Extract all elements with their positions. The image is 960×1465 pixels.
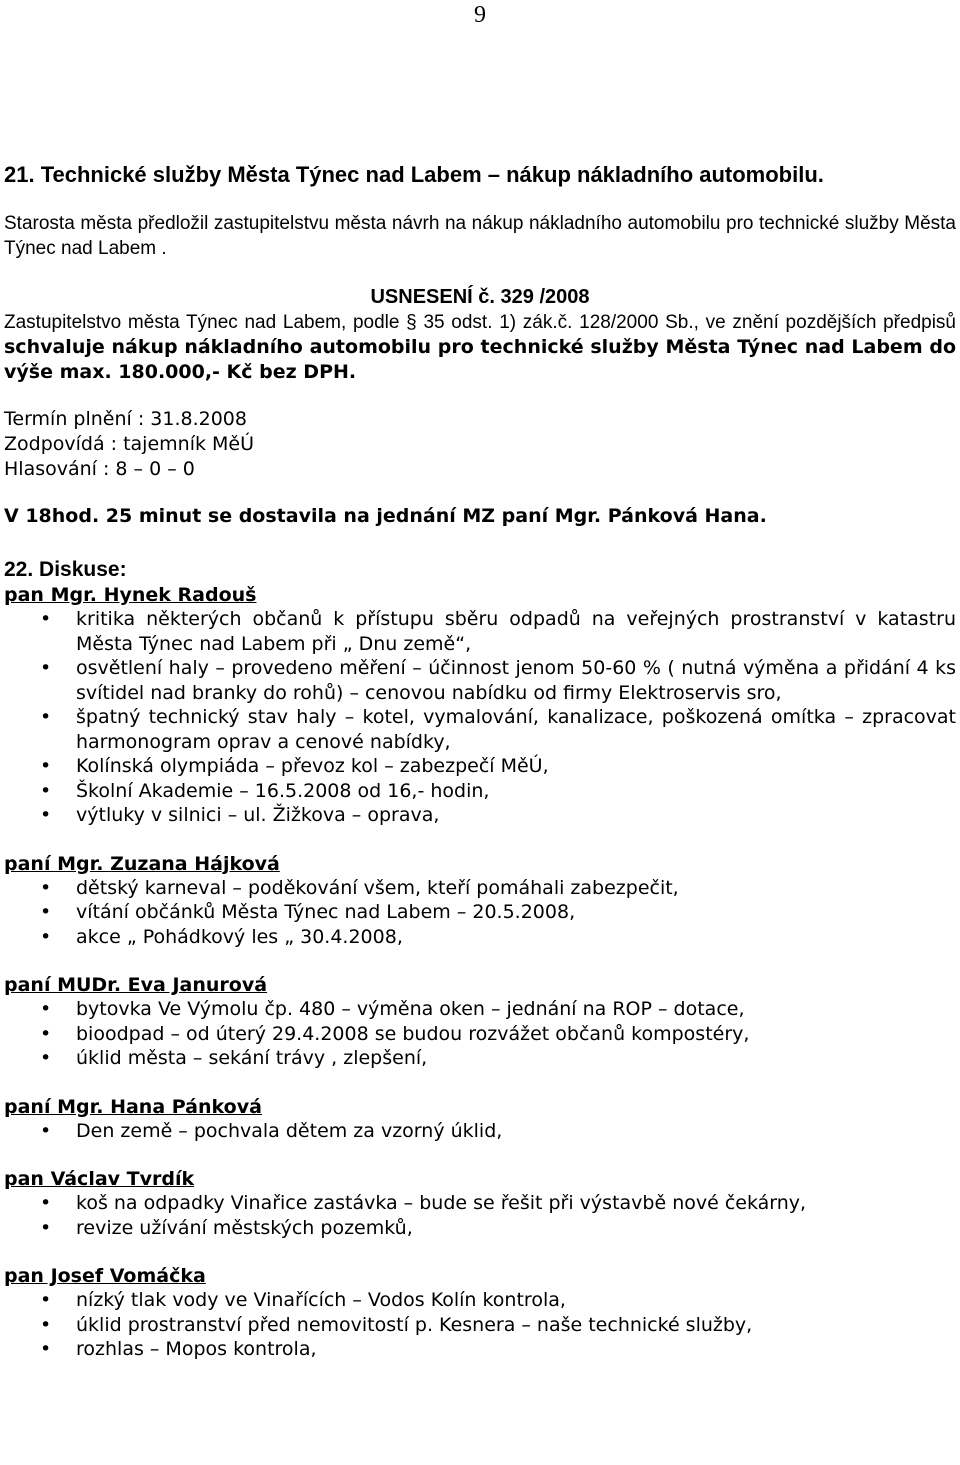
bullet-icon: •: [40, 1313, 52, 1336]
bullet-icon: •: [40, 1289, 52, 1311]
bullet-icon: •: [40, 1022, 52, 1045]
list-item: [4, 607, 956, 656]
bullet-icon: •: [40, 608, 52, 630]
document-body: [4, 162, 956, 1362]
discussion-heading: 22. Diskuse:: [4, 558, 127, 581]
list-item-text: Školní Akademie – 16.5.2008 od 16,- hodin,: [76, 779, 490, 802]
bullet-icon: •: [40, 1047, 52, 1069]
speaker-name: pan Václav Tvrdík: [4, 1168, 195, 1190]
speaker-block: [4, 1264, 956, 1362]
list-item: [4, 803, 956, 828]
list-item: [4, 754, 956, 779]
speaker-block: [4, 973, 956, 1071]
discussion-points: [4, 1119, 956, 1144]
list-item-text: výtluky v silnici – ul. Žižkova – oprava,: [76, 804, 440, 826]
discussion-points: [4, 1191, 956, 1240]
list-item-text: akce „ Pohádkový les „ 30.4.2008,: [76, 925, 403, 948]
bullet-icon: •: [40, 1192, 52, 1214]
speaker-block: [4, 1095, 956, 1144]
bullet-icon: •: [40, 901, 52, 923]
list-item: [4, 705, 956, 754]
list-item-text: bytovka Ve Výmolu čp. 480 – výměna oken – jednání na ROP – dotace,: [76, 998, 745, 1020]
bullet-icon: •: [40, 1119, 52, 1142]
list-item: [4, 900, 956, 925]
speaker-name: paní MUDr. Eva Janurová: [4, 974, 268, 996]
section-21: [4, 162, 956, 529]
list-item: [4, 1191, 956, 1216]
list-item: [4, 1119, 956, 1144]
resolution-text-plain: Zastupitelstvo města Týnec nad Labem, podle § 35 odst. 1) zák.č. 128/2000 Sb., ve znění pozdějších předpisů: [4, 312, 956, 333]
list-item: [4, 997, 956, 1022]
list-item-text: špatný technický stav haly – kotel, vymalování, kanalizace, poškozená omítka – zpracovat harmonogram oprav a cenové nabídky,: [76, 706, 956, 753]
speaker-name: pan Mgr. Hynek Radouš: [4, 584, 257, 606]
list-item: [4, 876, 956, 901]
list-item-text: Den země – pochvala dětem za vzorný úklid,: [76, 1119, 503, 1142]
list-item-text: Kolínská olympiáda – převoz kol – zabezpečí MěÚ,: [76, 755, 549, 777]
list-item-text: osvětlení haly – provedeno měření – účinnost jenom 50-60 % ( nutná výměna a přidání 4 ks svítidel nad branky do rohů) – cenovou nabídku od firmy Elektroservis sro,: [76, 657, 956, 704]
list-item: [4, 1046, 956, 1071]
bullet-icon: •: [40, 657, 52, 679]
list-item-text: kritika některých občanů k přístupu sběru odpadů na veřejných prostranství v katastru Města Týnec nad Labem při „ Dnu země“,: [76, 608, 956, 655]
bullet-icon: •: [40, 804, 52, 826]
bullet-icon: •: [40, 925, 52, 948]
list-item: [4, 1313, 956, 1338]
bullet-icon: •: [40, 706, 52, 728]
discussion-points: [4, 997, 956, 1071]
arrival-note: V 18hod. 25 minut se dostavila na jednání MZ paní Mgr. Pánková Hana.: [4, 505, 767, 527]
speaker-list: [4, 583, 956, 1362]
resolution-text-bold: schvaluje nákup nákladního automobilu pro technické služby Města Týnec nad Labem do výše max. 180.000,- Kč bez DPH.: [4, 336, 956, 383]
list-item-text: koš na odpadky Vinařice zastávka – bude se řešit při výstavbě nové čekárny,: [76, 1192, 807, 1214]
list-item-text: úklid prostranství před nemovitostí p. Kesnera – naše technické služby,: [76, 1313, 753, 1336]
discussion-points: [4, 607, 956, 828]
discussion-points: [4, 1288, 956, 1362]
speaker-name: pan Josef Vomáčka: [4, 1265, 206, 1287]
list-item: [4, 925, 956, 950]
list-item: [4, 1022, 956, 1047]
speaker-block: [4, 583, 956, 828]
list-item-text: bioodpad – od úterý 29.4.2008 se budou rozvážet občanů kompostéry,: [76, 1022, 750, 1045]
speaker-block: [4, 1167, 956, 1240]
bullet-icon: •: [40, 998, 52, 1020]
bullet-icon: •: [40, 779, 52, 802]
discussion-points: [4, 876, 956, 950]
list-item: [4, 656, 956, 705]
section-22: [4, 557, 956, 1362]
bullet-icon: •: [40, 1338, 52, 1360]
section-heading: 21. Technické služby Města Týnec nad Labem – nákup nákladního automobilu.: [4, 162, 824, 187]
list-item-text: rozhlas – Mopos kontrola,: [76, 1338, 317, 1360]
bullet-icon: •: [40, 876, 52, 899]
list-item: [4, 779, 956, 804]
list-item-text: revize užívání městských pozemků,: [76, 1216, 413, 1239]
resolution-title: USNESENÍ č. 329 /2008: [370, 286, 590, 308]
vote-result: Hlasování : 8 – 0 – 0: [4, 458, 195, 480]
list-item-text: úklid města – sekání trávy , zlepšení,: [76, 1047, 428, 1069]
list-item-text: vítání občánků Města Týnec nad Labem – 20.5.2008,: [76, 901, 576, 923]
bullet-icon: •: [40, 755, 52, 777]
intro-paragraph: Starosta města předložil zastupitelstvu města návrh na nákup nákladního automobilu pro technické služby Města Týnec nad Labem .: [4, 213, 956, 259]
list-item: [4, 1288, 956, 1313]
page-number: 9: [474, 2, 486, 28]
list-item: [4, 1337, 956, 1362]
list-item-text: dětský karneval – poděkování všem, kteří pomáhali zabezpečit,: [76, 876, 679, 899]
list-item-text: nízký tlak vody ve Vinařících – Vodos Kolín kontrola,: [76, 1289, 566, 1311]
speaker-block: [4, 852, 956, 950]
resolution-text: [4, 310, 956, 385]
responsible: Zodpovídá : tajemník MěÚ: [4, 433, 255, 455]
speaker-name: paní Mgr. Hana Pánková: [4, 1095, 262, 1118]
speaker-name: paní Mgr. Zuzana Hájková: [4, 852, 280, 875]
bullet-icon: •: [40, 1216, 52, 1239]
list-item: [4, 1216, 956, 1241]
deadline: Termín plnění : 31.8.2008: [4, 408, 247, 430]
